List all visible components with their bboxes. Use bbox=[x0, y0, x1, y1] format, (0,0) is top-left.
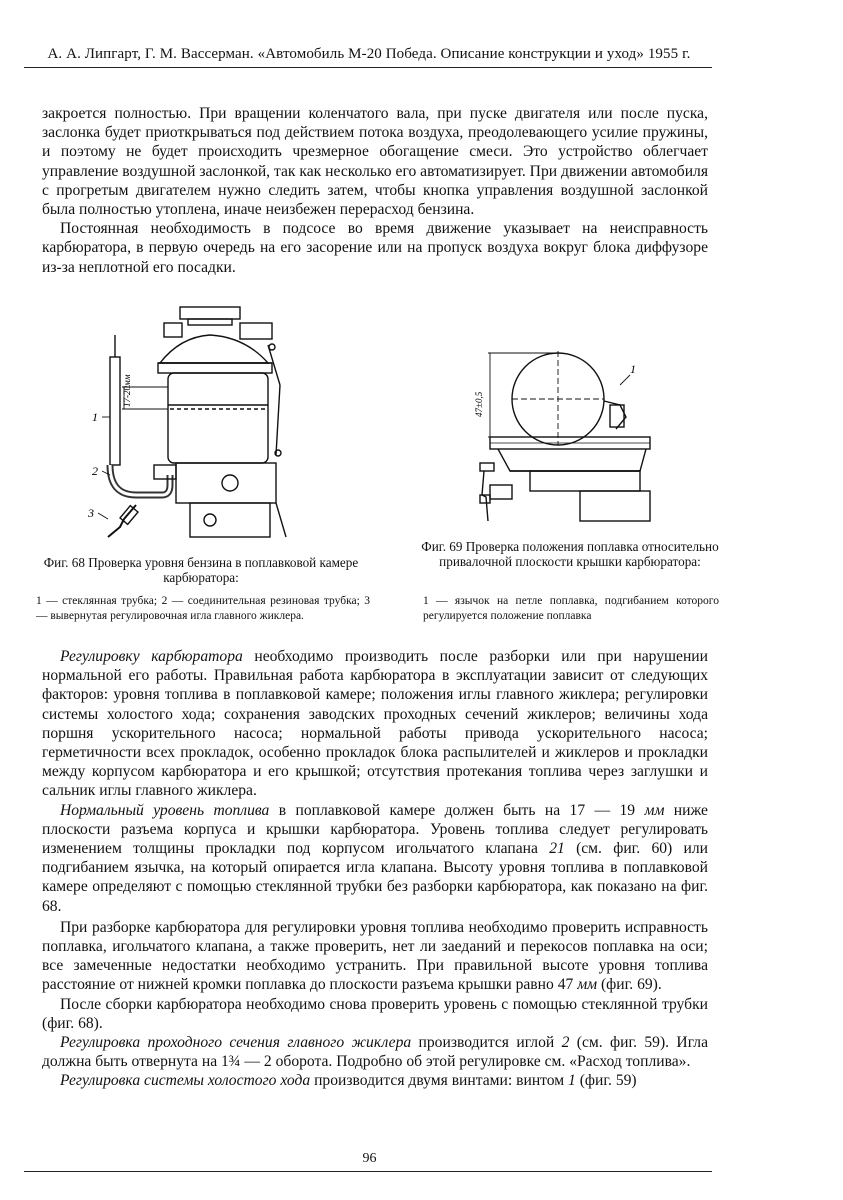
paragraph bbox=[42, 918, 708, 995]
text: (фиг. 69). bbox=[597, 976, 662, 994]
air-horn-cap bbox=[180, 307, 240, 319]
text: производится двумя винтами: винтом bbox=[310, 1072, 569, 1090]
text: При разборке карбюратора для регулировки уровня топлива необходимо проверить исправность поплавка, игольчатого клапана, а также проверить, нет ли заеданий и перекосов поплавка на оси; все замеченные недостатки необходимо устранить. При правильной высоте уровня топлива расстояние от нижней кромки поплавка до плоскости разъема крышки равно 47 bbox=[42, 918, 708, 994]
figure-69-legend: 1 — язычок на петле поплавка, подгибанием которого регулируется положение поплавка bbox=[423, 595, 719, 622]
paragraph bbox=[42, 1071, 708, 1090]
callout-2: 2 bbox=[92, 464, 98, 478]
adjustment-needle bbox=[108, 505, 136, 537]
text: необходимо производить после разборки или при нарушении нормальной его работы. Правильная работа карбюратора в эксплуатации зависит от следующих факторов: уровня топлива в поплавковой камере; положения иглы главного жиклера; регулировки системы холостого хода; сохранения заводских проходных сечений жиклеров; величины хода поршня ускорительного насоса; нормальной работы привода ускорительного насоса; герметичности всех прокладок, особенно прокладок блока распылителей и жиклеров и прокладки между корпусом карбюратора и его крышкой; отсутствия протекания топлива через заглушки и сальник иглы главного жиклера. bbox=[42, 648, 708, 800]
paragraph: После сборки карбюратора необходимо снова проверить уровень с помощью стеклянной трубки (фиг. 68). bbox=[42, 995, 708, 1032]
figure-68-drawing bbox=[80, 305, 320, 545]
text: (фиг. 59) bbox=[575, 1072, 637, 1090]
text: производится иглой bbox=[411, 1034, 562, 1052]
figure-69-drawing bbox=[470, 345, 670, 535]
unit: мм bbox=[577, 976, 598, 994]
float-position-check-drawing bbox=[470, 345, 670, 535]
text: в поплавковой камере должен быть на 17 — 19 bbox=[269, 801, 645, 819]
reference-number: 1 bbox=[568, 1072, 576, 1090]
callout-1: 1 bbox=[92, 410, 98, 424]
emphasis: Нормальный уровень топлива bbox=[60, 801, 270, 819]
header-rule bbox=[24, 67, 712, 68]
running-header: А. А. Липгарт, Г. М. Вассерман. «Автомобиль М-20 Победа. Описание конструкции и уход» 1955 г. bbox=[47, 46, 691, 62]
paragraph bbox=[42, 647, 708, 801]
text: ниже плоскости разъема корпуса и крышки карбюратора. Уровень топлива следует регулировать изменением толщины прокладки под корпусом игольчатого клапана bbox=[42, 801, 708, 858]
carburetor-level-check-drawing bbox=[80, 305, 320, 545]
callout-1: 1 bbox=[630, 362, 636, 376]
reference-number: 2 bbox=[561, 1034, 570, 1052]
figure-68-caption: Фиг. 68 Проверка уровня бензина в поплавковой камере карбюратора: bbox=[43, 555, 359, 585]
emphasis: Регулировка системы холостого хода bbox=[60, 1072, 311, 1090]
paragraph bbox=[42, 1033, 708, 1071]
paragraph: Постоянная необходимость в подсосе во время движение указывает на неисправность карбюратора, в первую очередь на его засорение или на пропуск воздуха вокруг блока диффузоре из-за неплотной его посадки. bbox=[42, 220, 708, 276]
float-chamber-body bbox=[168, 373, 268, 463]
unit: мм bbox=[644, 801, 665, 819]
dimension-label: 17-20мм bbox=[122, 374, 132, 407]
figure-68-legend: 1 — стеклянная трубка; 2 — соединительная резиновая трубка; 3 — вывернутая регулировочная игла главного жиклера. bbox=[36, 595, 370, 622]
body-text-top bbox=[42, 104, 708, 277]
page-number: 96 bbox=[362, 1151, 377, 1166]
paragraph: закроется полностью. При вращении коленчатого вала, при пуске двигателя или после пуска, заслонка будет приоткрываться под действием потока воздуха, преодолевающего усилие пружины, и поэтому не будет происходить чрезмерное обогащение смеси. Это устройство облегчает управление воздушной заслонкой, так как несколько его автоматизирует. При движении автомобиля с прогретым двигателем нужно следить затем, чтобы кнопка управления воздушной заслонкой была полностью утоплена, иначе неизбежен перерасход бензина. bbox=[42, 105, 708, 219]
text: (см. фиг. 59). Игла должна быть отвернута на 1¾ — 2 оборота. Подробно об этой регулировке см. «Расход топлива». bbox=[42, 1034, 708, 1071]
body-text-bottom bbox=[42, 647, 708, 1091]
reference-number: 21 bbox=[549, 840, 565, 858]
text: (см. фиг. 60) или подгибанием язычка, на который опирается игла клапана. Высоту уровня топлива в поплавковой камере определяют с помощью стеклянной трубки без разборки карбюратора, как показано на фиг. 68. bbox=[42, 840, 708, 915]
emphasis: Регулировка проходного сечения главного жиклера bbox=[60, 1034, 412, 1052]
paragraph bbox=[42, 801, 708, 916]
emphasis: Регулировку карбюратора bbox=[60, 648, 243, 665]
footer-rule bbox=[24, 1171, 712, 1172]
glass-tube bbox=[110, 357, 120, 465]
dimension-label: 47±0,5 bbox=[474, 391, 484, 417]
callout-3: 3 bbox=[88, 506, 94, 520]
figure-69-caption: Фиг. 69 Проверка положения поплавка относительно привалочной плоскости крышки карбюратора: bbox=[421, 539, 719, 569]
